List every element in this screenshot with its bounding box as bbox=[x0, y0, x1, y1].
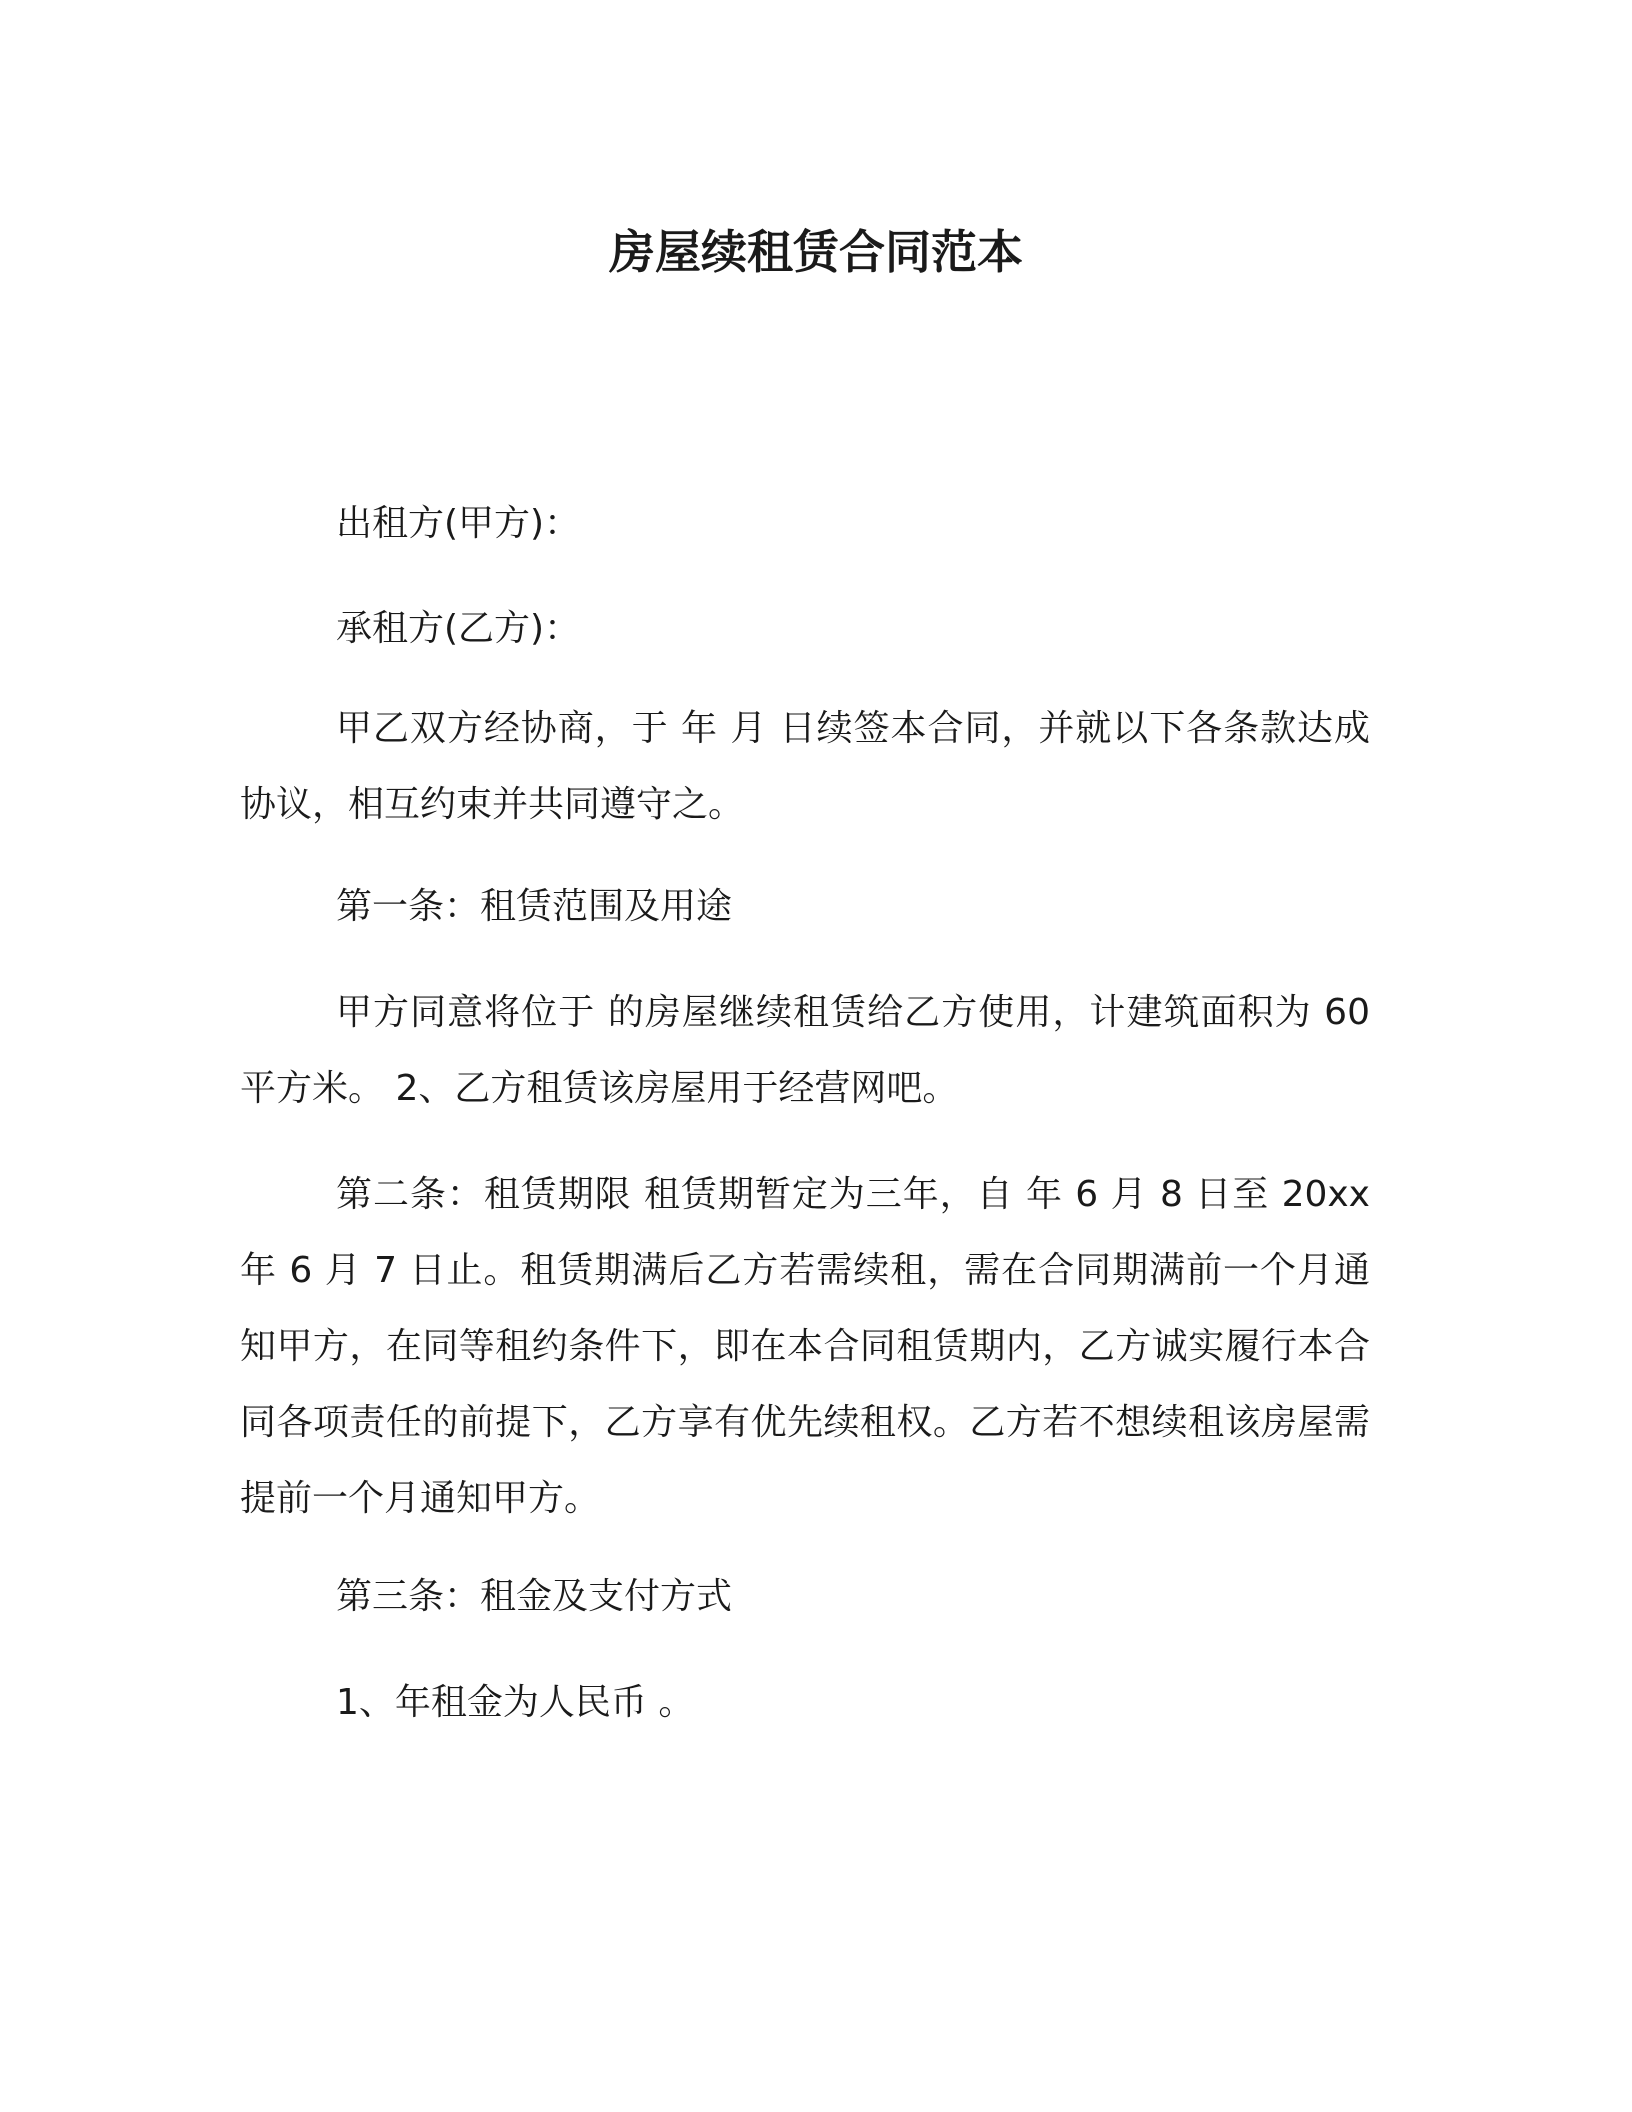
article3-heading: 第三条：租金及支付方式 bbox=[336, 1576, 733, 1617]
article2-paragraph: 第二条：租赁期限 租赁期暂定为三年，自 年 6 月 8 日至 20xx 年 6 月 7 日止。租赁期满后乙方若需续租，需在合同期满前一个月通知甲方，在同等租约条件下，即在本合同租赁期内，乙方诚实履行本合同各项责任的前提下，乙方享有优先续租权。乙方若不想续租该房屋需提前一个月通知甲方。 bbox=[240, 1174, 1370, 1519]
lessee-line: 承租方(乙方)： bbox=[336, 608, 581, 649]
document-title: 房屋续租赁合同范本 bbox=[609, 225, 1023, 279]
article1-heading: 第一条：租赁范围及用途 bbox=[336, 886, 733, 927]
rent-item-1: 1、年租金为人民币 。 bbox=[336, 1682, 695, 1723]
intro-paragraph: 甲乙双方经协商，于 年 月 日续签本合同，并就以下各条款达成协议，相互约束并共同遵守之。 bbox=[240, 708, 1370, 825]
article1-body: 甲方同意将位于 的房屋继续租赁给乙方使用，计建筑面积为 60 平方米。 2、乙方租赁该房屋用于经营网吧。 bbox=[240, 992, 1370, 1109]
lessor-line: 出租方(甲方)： bbox=[336, 503, 581, 544]
